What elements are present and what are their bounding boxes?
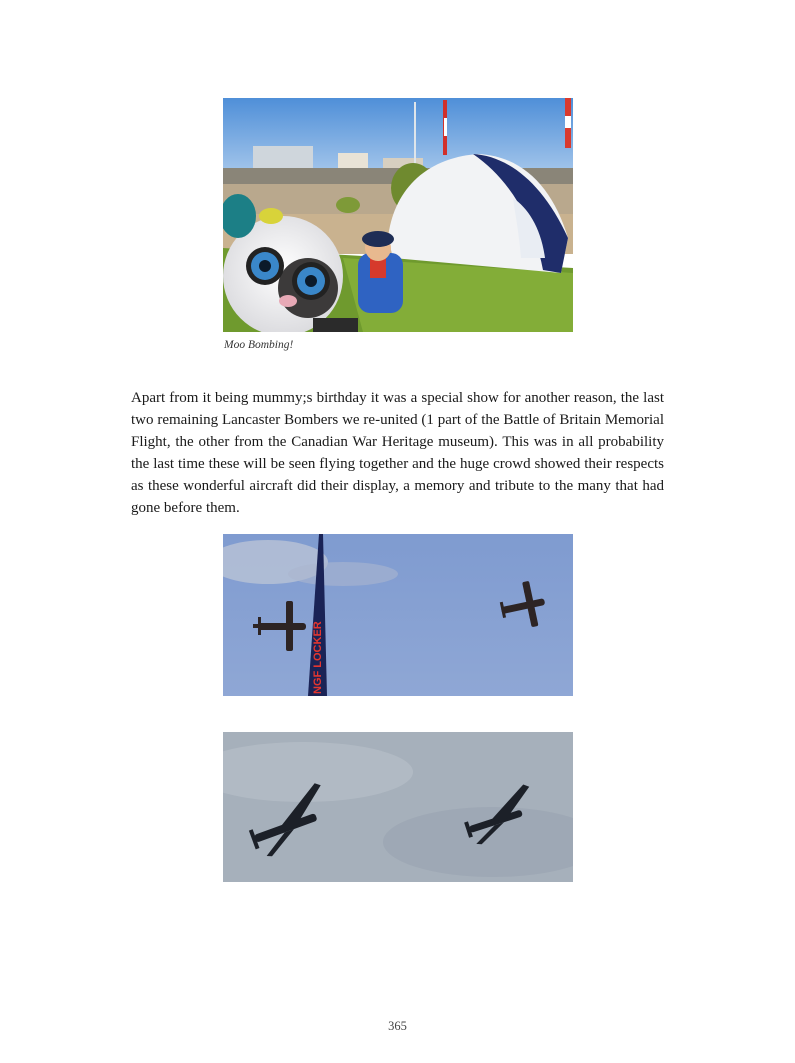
- photo-lancasters-banking: [223, 732, 573, 882]
- body-paragraph: Apart from it being mummy;s birthday it was a special show for another reason, the last two remaining Lancaster Bombers we re-united (1 part of the Battle of Britain Memorial Flight, the other from the Canadian War Heritage museum). This was in all probability the last time these will be seen flying together and the huge crowd showed their respects as these wonderful aircraft did their display, a memory and tribute to the many that had gone before them.: [131, 390, 664, 516]
- photo-caption: Moo Bombing!: [224, 339, 294, 351]
- photo-lancasters-with-banner: [223, 534, 573, 696]
- photo-plush-toy-airshow: [223, 98, 573, 332]
- page-number: 365: [388, 1019, 407, 1033]
- banner-text: NGF LOCKER: [312, 621, 324, 694]
